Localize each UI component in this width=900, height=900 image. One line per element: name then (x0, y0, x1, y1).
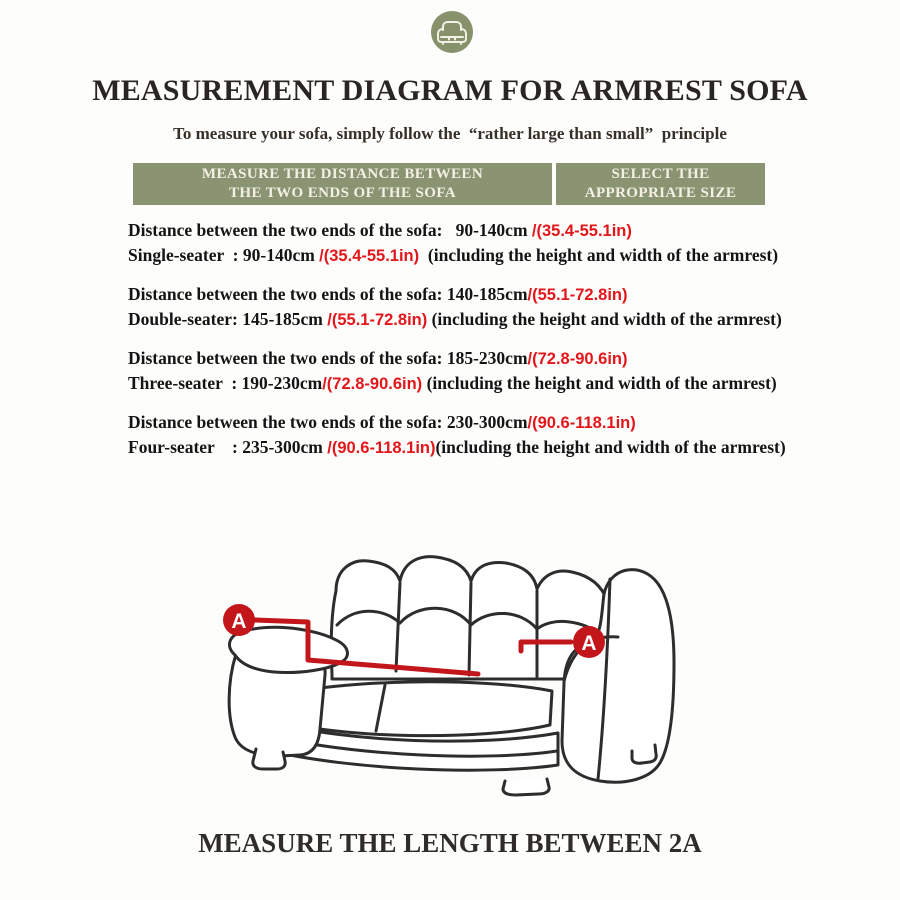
distance-text: Distance between the two ends of the sofa: 90-140cm (128, 220, 532, 240)
page-subtitle: To measure your sofa, simply follow the “rather large than small” principle (173, 124, 727, 143)
size-row-three-seater (128, 346, 900, 394)
sofa-foot-left (253, 749, 285, 769)
size-row-double-seater (128, 282, 900, 330)
sofa-icon-svg (430, 10, 474, 54)
distance-text: Distance between the two ends of the sofa: 140-185cm (128, 284, 528, 304)
inches-highlight: /(35.4-55.1in) (531, 222, 632, 240)
marker-a-right-label: A (581, 632, 597, 655)
sofa-illustration-svg (180, 538, 720, 800)
marker-a-left-label: A (231, 610, 247, 633)
inches-highlight: /(55.1-72.8in) (327, 311, 428, 329)
sofa-outline (229, 557, 674, 795)
size-rows (128, 218, 900, 474)
seater-line (128, 307, 900, 332)
seater-note: (including the height and width of the armrest) (435, 437, 786, 457)
distance-line (128, 282, 900, 307)
inches-highlight: /(90.6-118.1in) (527, 414, 636, 432)
seater-text: Double-seater: 145-185cm (128, 309, 328, 329)
seater-text: Three-seater : 190-230cm (128, 373, 323, 393)
measure-distance-header-line1: MEASURE THE DISTANCE BETWEEN (201, 166, 484, 182)
measure-distance-header-line2: THE TWO ENDS OF THE SOFA (228, 185, 456, 201)
select-size-header-line1: SELECT THE (611, 166, 710, 182)
select-size-header-line2: APPROPRIATE SIZE (584, 185, 737, 201)
seater-text: Single-seater : 90-140cm (128, 245, 320, 265)
inches-highlight: /(35.4-55.1in) (319, 247, 420, 265)
select-size-header (556, 163, 765, 205)
seater-text: Four-seater : 235-300cm (128, 437, 328, 457)
distance-text: Distance between the two ends of the sofa: 185-230cm (128, 348, 528, 368)
seater-line (128, 243, 900, 268)
distance-line (128, 410, 900, 435)
distance-line (128, 218, 900, 243)
distance-text: Distance between the two ends of the sofa: 230-300cm (128, 412, 528, 432)
sofa-illustration (180, 538, 720, 800)
page-title: MEASUREMENT DIAGRAM FOR ARMREST SOFA (92, 74, 808, 107)
seater-note: (including the height and width of the armrest) (422, 373, 777, 393)
seater-line (128, 435, 900, 460)
inches-highlight: /(55.1-72.8in) (527, 286, 628, 304)
inches-highlight: /(90.6-118.1in) (327, 439, 436, 457)
inches-highlight: /(72.8-90.6in) (322, 375, 423, 393)
footer-title: MEASURE THE LENGTH BETWEEN 2A (198, 828, 702, 858)
size-row-single-seater (128, 218, 900, 266)
size-row-four-seater (128, 410, 900, 458)
seater-note: (including the height and width of the armrest) (419, 245, 779, 265)
inches-highlight: /(72.8-90.6in) (527, 350, 628, 368)
seater-line (128, 371, 900, 396)
measure-distance-header (133, 163, 552, 205)
sofa-left-arm-roll (229, 627, 347, 672)
seater-note: (including the height and width of the armrest) (427, 309, 782, 329)
distance-line (128, 346, 900, 371)
sofa-foot-front-right (503, 779, 549, 795)
sofa-icon (430, 10, 474, 54)
